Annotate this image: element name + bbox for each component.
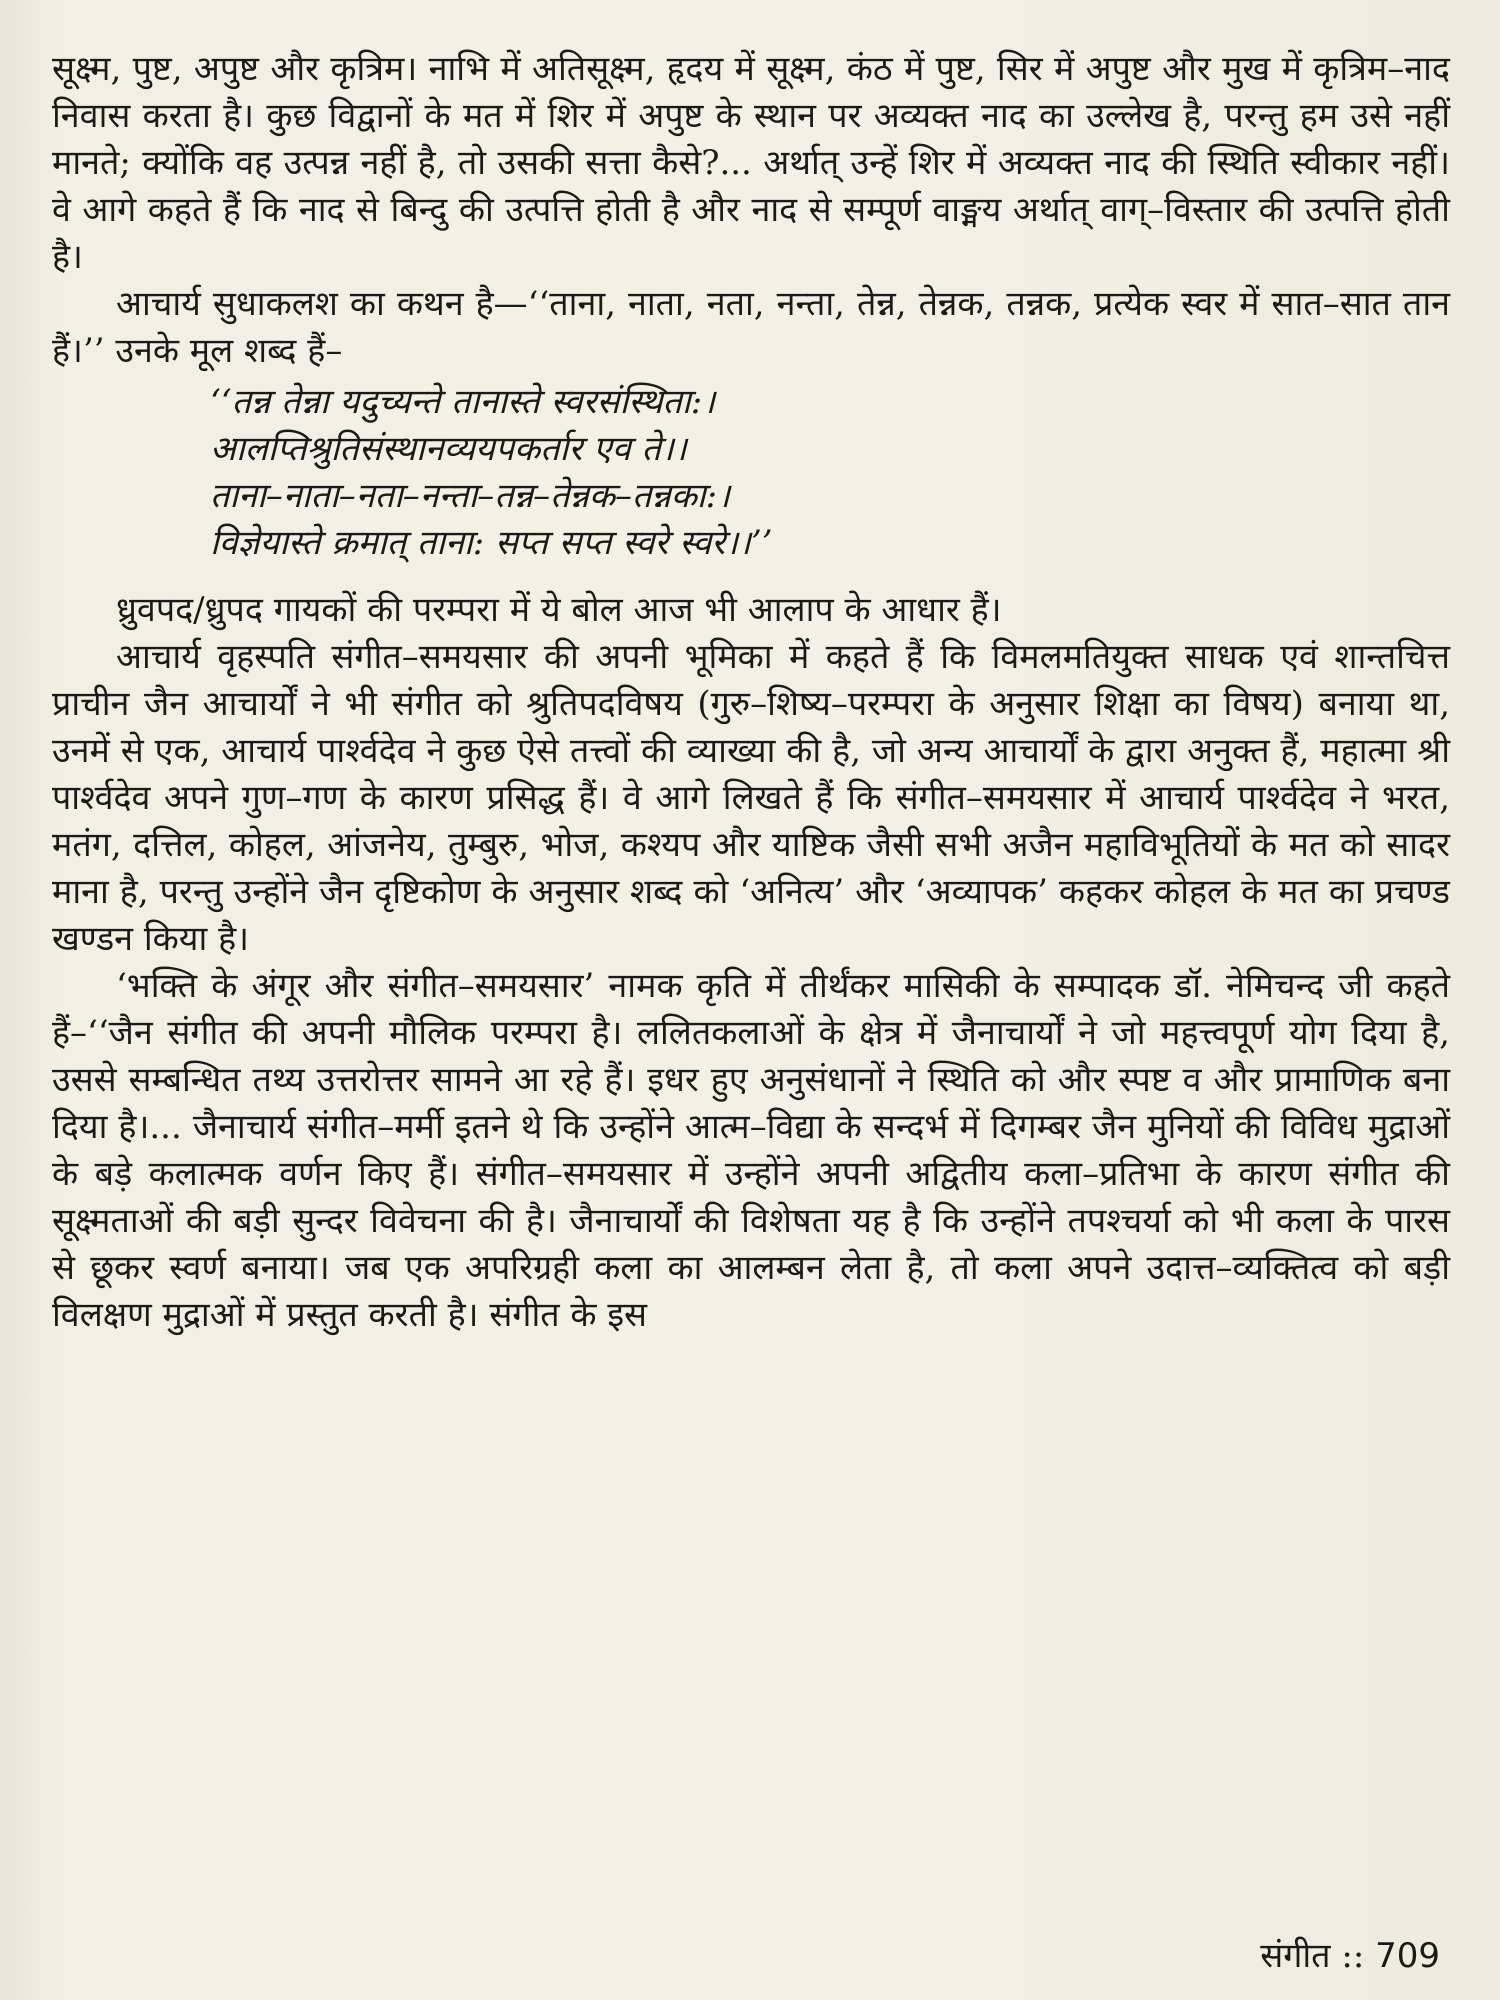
verse-line: आलप्तिश्रुतिसंस्थानव्ययपकर्तार एव ते।। — [210, 429, 687, 469]
verse-line: ‘‘तन्न तेन्ना यदुच्यन्ते तानास्ते स्वरसंस्थिता:। — [210, 382, 716, 422]
page-number: 709 — [1375, 1936, 1440, 1976]
paragraph-brihaspati: आचार्य वृहस्पति संगीत–समयसार की अपनी भूमिका में कहते हैं कि विमलमतियुक्त साधक एवं शान्तचित्त प्राचीन जैन आचार्यों ने भी संगीत को श्रुतिपदविषय (गुरु–शिष्य–परम्परा के अनुसार शिक्षा का विषय) बनाया था, उनमें से एक, आचार्य पार्श्वदेव ने कुछ ऐसे तत्त्वों की व्याख्या की है, जो अन्य आचार्यों के द्वारा अनुक्त हैं, महात्मा श्री पार्श्वदेव अपने गुण–गण के कारण प्रसिद्ध हैं। वे आगे लिखते हैं कि संगीत–समयसार में आचार्य पार्श्वदेव ने भरत, मतंग, दत्तिल, कोहल, आंजनेय, तुम्बुरु, भोज, कश्यप और याष्टिक जैसी सभी अजैन महाविभूतियों के मत को सादर माना है, परन्तु उन्होंने जैन दृष्टिकोण के अनुसार शब्द को ‘अनित्य’ और ‘अव्यापक’ कहकर कोहल के मत का प्रचण्ड खण्डन किया है। — [52, 637, 1450, 959]
running-footer-section: संगीत :: — [1260, 1936, 1365, 1976]
paragraph-nemichand: ‘भक्ति के अंगूर और संगीत–समयसार’ नामक कृति में तीर्थंकर मासिकी के सम्पादक डॉ. नेमिचन्द जी कहते हैं–‘‘जैन संगीत की अपनी मौलिक परम्परा है। ललितकलाओं के क्षेत्र में जैनाचार्यों ने जो महत्त्वपूर्ण योग दिया है, उससे सम्बन्धित तथ्य उत्तरोत्तर सामने आ रहे हैं। इधर हुए अनुसंधानों ने स्थिति को और स्पष्ट व और प्रामाणिक बना दिया है।... जैनाचार्य संगीत–मर्मी इतने थे कि उन्होंने आत्म–विद्या के सन्दर्भ में दिगम्बर जैन मुनियों की विविध मुद्राओं के बड़े कलात्मक वर्णन किए हैं। संगीत–समयसार में उन्होंने अपनी अद्वितीय कला–प्रतिभा के कारण संगीत की सूक्ष्मताओं की बड़ी सुन्दर विवेचना की है। जैनाचार्यों की विशेषता यह है कि उन्होंने तपश्चर्या को भी कला के पारस से छूकर स्वर्ण बनाया। जब एक अपरिग्रही कला का आलम्बन लेता है, तो कला अपने उदात्त–व्यक्तित्व को बड़ी विलक्षण मुद्राओं में प्रस्तुत करती है। संगीत के इस — [52, 966, 1450, 1335]
spacer — [52, 567, 1450, 587]
paragraph-sudhakalash: आचार्य सुधाकलश का कथन है—‘‘ताना, नाता, नता, नन्ता, तेन्न, तेन्नक, तन्नक, प्रत्येक स्वर में सात–सात तान हैं।’’ उनके मूल शब्द हैं– — [52, 284, 1450, 371]
page-body — [52, 46, 1450, 1339]
page-footer — [1260, 1936, 1440, 1976]
verse-line: ताना–नाता–नता–नन्ता–तन्न–तेन्नक–तन्नका:। — [210, 476, 730, 516]
verse-line: विज्ञेयास्ते क्रमात् ताना: सप्त सप्त स्वरे स्वरे।।’’ — [210, 523, 773, 563]
sanskrit-verse — [52, 379, 1450, 567]
paragraph-nada-types: सूक्ष्म, पुष्ट, अपुष्ट और कृत्रिम। नाभि में अतिसूक्ष्म, हृदय में सूक्ष्म, कंठ में पुष्ट, सिर में अपुष्ट और मुख में कृत्रिम–नाद निवास करता है। कुछ विद्वानों के मत में शिर में अपुष्ट के स्थान पर अव्यक्त नाद का उल्लेख है, परन्तु हम उसे नहीं मानते; क्योंकि वह उत्पन्न नहीं है, तो उसकी सत्ता कैसे?... अर्थात् उन्हें शिर में अव्यक्त नाद की स्थिति स्वीकार नहीं। वे आगे कहते हैं कि नाद से बिन्दु की उत्पत्ति होती है और नाद से सम्पूर्ण वाङ्मय अर्थात् वाग्–विस्तार की उत्पत्ति होती है। — [52, 49, 1450, 277]
paragraph-dhrupad: ध्रुवपद/ध्रुपद गायकों की परम्परा में ये बोल आज भी आलाप के आधार हैं। — [116, 590, 1002, 630]
